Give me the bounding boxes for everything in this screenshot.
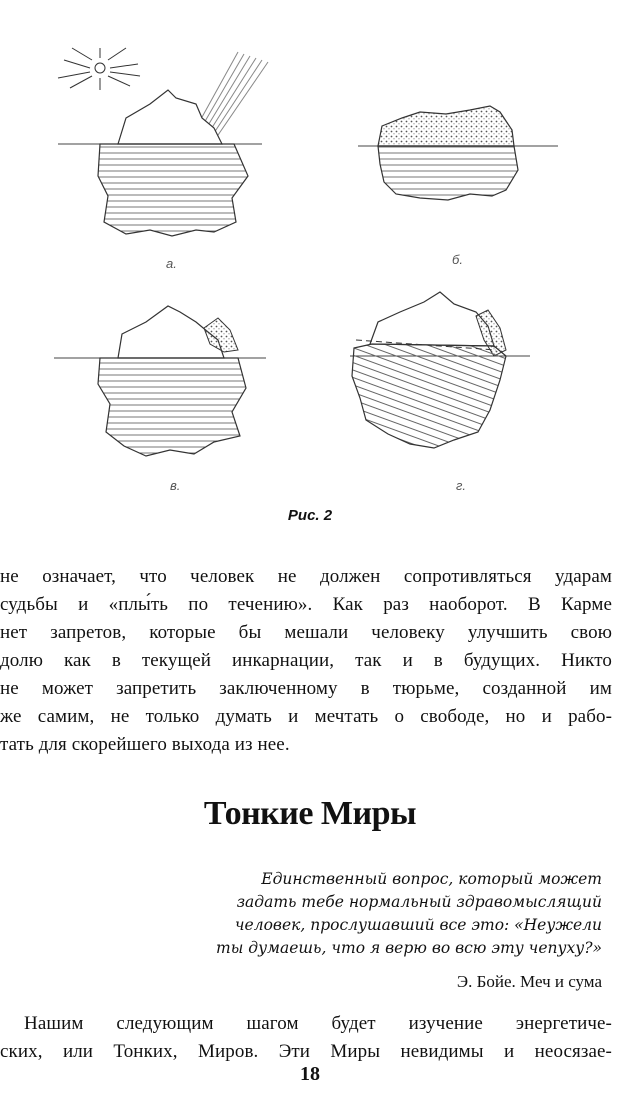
epigraph <box>182 868 602 960</box>
paragraph-subtle-worlds <box>0 1010 612 1066</box>
epigraph-line: ты думаешь, что я верю во всю эту чепуху?» <box>216 939 602 957</box>
panel-label-d: г. <box>456 478 467 493</box>
sun-icon <box>58 48 140 90</box>
panel-d <box>350 292 530 448</box>
iceberg-diagram <box>0 0 620 540</box>
epigraph-line: Единственный вопрос, который может <box>261 870 602 888</box>
text-line: Нашим следующим шагом будет изучение энергетиче- <box>24 1013 612 1034</box>
panel-label-c: в. <box>170 478 181 493</box>
text-line: тать для скорейшего выхода из нее. <box>0 734 290 755</box>
text-line: не означает, что человек не должен сопротивляться ударам <box>0 566 612 587</box>
paragraph-karma <box>0 563 612 759</box>
text-line: же самим, не только думать и мечтать о свободе, но и рабо- <box>0 706 612 727</box>
epigraph-line: человек, прослушавший все это: «Неужели <box>234 916 602 934</box>
panel-b <box>358 106 558 200</box>
panel-a <box>58 48 268 236</box>
panel-label-b: б. <box>452 252 463 267</box>
text-line: не может запретить заключенному в тюрьме, созданной им <box>0 678 612 699</box>
page-number: 18 <box>300 1063 320 1085</box>
panel-label-a: а. <box>166 256 177 271</box>
iceberg-figure <box>0 0 620 540</box>
figure-caption: Рис. 2 <box>287 507 333 524</box>
text-line: ских, или Тонких, Миров. Эти Миры невидимы и неосязае- <box>0 1041 612 1062</box>
epigraph-line: задать тебе нормальный здравомыслящий <box>236 893 602 911</box>
section-title: Тонкие Миры <box>203 795 417 832</box>
text-line: долю как в текущей инкарнации, так и в будущих. Никто <box>0 650 612 671</box>
text-line: нет запретов, которые бы мешали человеку улучшить свою <box>0 622 612 643</box>
epigraph-attribution: Э. Бойе. Меч и сума <box>456 972 602 991</box>
panel-c <box>54 306 266 456</box>
text-line: судьбы и «плы́ть по течению». Как раз наоборот. В Карме <box>0 594 612 615</box>
